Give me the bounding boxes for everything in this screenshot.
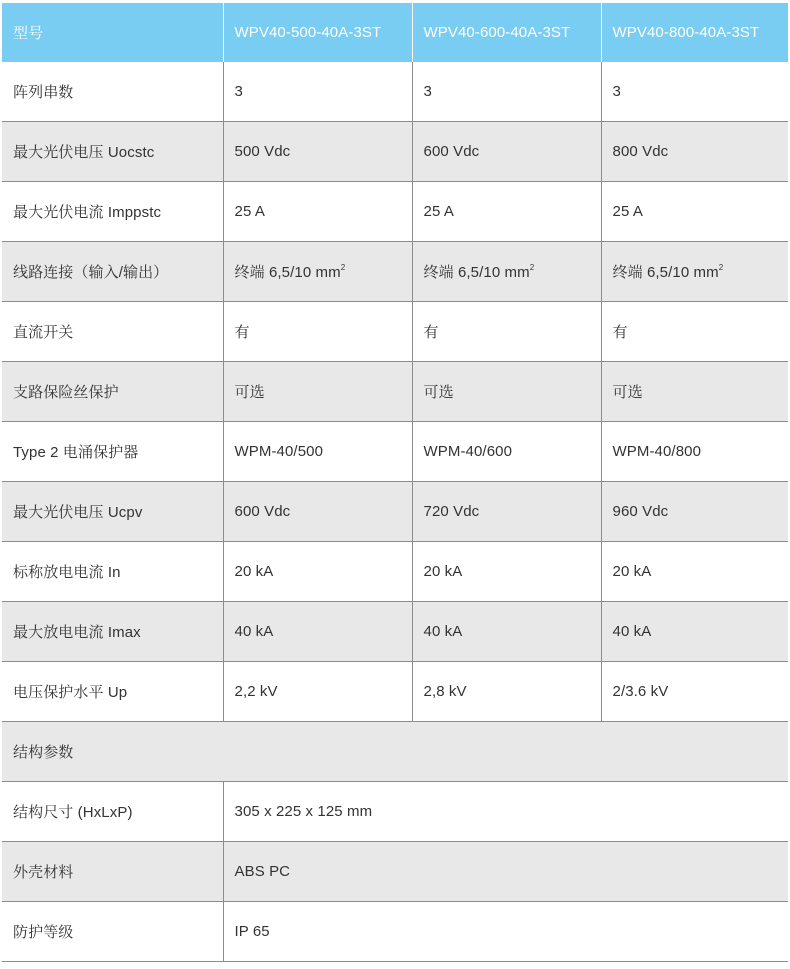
cell-value: 2/3.6 kV (601, 662, 788, 722)
model-3-header: WPV40-800-40A-3ST (601, 3, 788, 62)
cell-value: 20 kA (601, 542, 788, 602)
row-label: 最大光伏电流 Imppstc (2, 182, 223, 242)
cell-value: 可选 (223, 362, 412, 422)
cell-value: 3 (223, 62, 412, 122)
cell-value: 有 (223, 302, 412, 362)
cell-value: 可选 (601, 362, 788, 422)
table-row (2, 602, 788, 662)
cell-text: 终端 6,5/10 mm (423, 264, 530, 281)
table-row (2, 482, 788, 542)
row-label: 最大放电电流 Imax (2, 602, 223, 662)
spec-table (2, 3, 788, 962)
row-label: 结构尺寸 (HxLxP) (2, 782, 223, 842)
cell-value: 有 (601, 302, 788, 362)
table-row (2, 302, 788, 362)
cell-value: 25 A (601, 182, 788, 242)
row-label: 电压保护水平 Up (2, 662, 223, 722)
table-row (2, 122, 788, 182)
cell-text: 终端 6,5/10 mm (612, 264, 719, 281)
superscript: 2 (718, 263, 724, 272)
section-title: 结构参数 (2, 722, 788, 782)
cell-value: 40 kA (412, 602, 601, 662)
cell-value: 960 Vdc (601, 482, 788, 542)
cell-value: 305 x 225 x 125 mm (223, 782, 788, 842)
cell-value: 2,8 kV (412, 662, 601, 722)
cell-value: 25 A (412, 182, 601, 242)
row-label: 最大光伏电压 Uocstc (2, 122, 223, 182)
row-label: 标称放电电流 In (2, 542, 223, 602)
cell-value: WPM-40/500 (223, 422, 412, 482)
cell-value: 有 (412, 302, 601, 362)
cell-text: 终端 6,5/10 mm (234, 264, 341, 281)
table-row (2, 782, 788, 842)
row-label: 最大光伏电压 Ucpv (2, 482, 223, 542)
table-row (2, 242, 788, 302)
cell-value: 40 kA (223, 602, 412, 662)
table-row (2, 542, 788, 602)
header-row (2, 3, 788, 62)
row-label: 支路保险丝保护 (2, 362, 223, 422)
cell-value: 3 (412, 62, 601, 122)
cell-value (223, 242, 412, 302)
cell-value: WPM-40/600 (412, 422, 601, 482)
cell-value (601, 242, 788, 302)
cell-value: 40 kA (601, 602, 788, 662)
table-row (2, 362, 788, 422)
cell-value: WPM-40/800 (601, 422, 788, 482)
section-header-row (2, 722, 788, 782)
superscript: 2 (529, 263, 535, 272)
table-row (2, 662, 788, 722)
cell-value: 800 Vdc (601, 122, 788, 182)
table-row (2, 62, 788, 122)
header-label: 型号 (2, 3, 223, 62)
table-row (2, 842, 788, 902)
cell-value: 20 kA (412, 542, 601, 602)
row-label: 防护等级 (2, 902, 223, 962)
row-label: Type 2 电涌保护器 (2, 422, 223, 482)
cell-value: 600 Vdc (223, 482, 412, 542)
table-row (2, 902, 788, 962)
superscript: 2 (340, 263, 346, 272)
cell-value: 可选 (412, 362, 601, 422)
cell-value: ABS PC (223, 842, 788, 902)
cell-value: 600 Vdc (412, 122, 601, 182)
model-2-header: WPV40-600-40A-3ST (412, 3, 601, 62)
cell-value: 2,2 kV (223, 662, 412, 722)
cell-value: IP 65 (223, 902, 788, 962)
row-label: 阵列串数 (2, 62, 223, 122)
cell-value: 20 kA (223, 542, 412, 602)
cell-value: 25 A (223, 182, 412, 242)
table-row (2, 422, 788, 482)
row-label: 直流开关 (2, 302, 223, 362)
cell-value: 3 (601, 62, 788, 122)
row-label: 线路连接（输入/输出） (2, 242, 223, 302)
cell-value (412, 242, 601, 302)
model-1-header: WPV40-500-40A-3ST (223, 3, 412, 62)
row-label: 外壳材料 (2, 842, 223, 902)
cell-value: 500 Vdc (223, 122, 412, 182)
table-row (2, 182, 788, 242)
cell-value: 720 Vdc (412, 482, 601, 542)
